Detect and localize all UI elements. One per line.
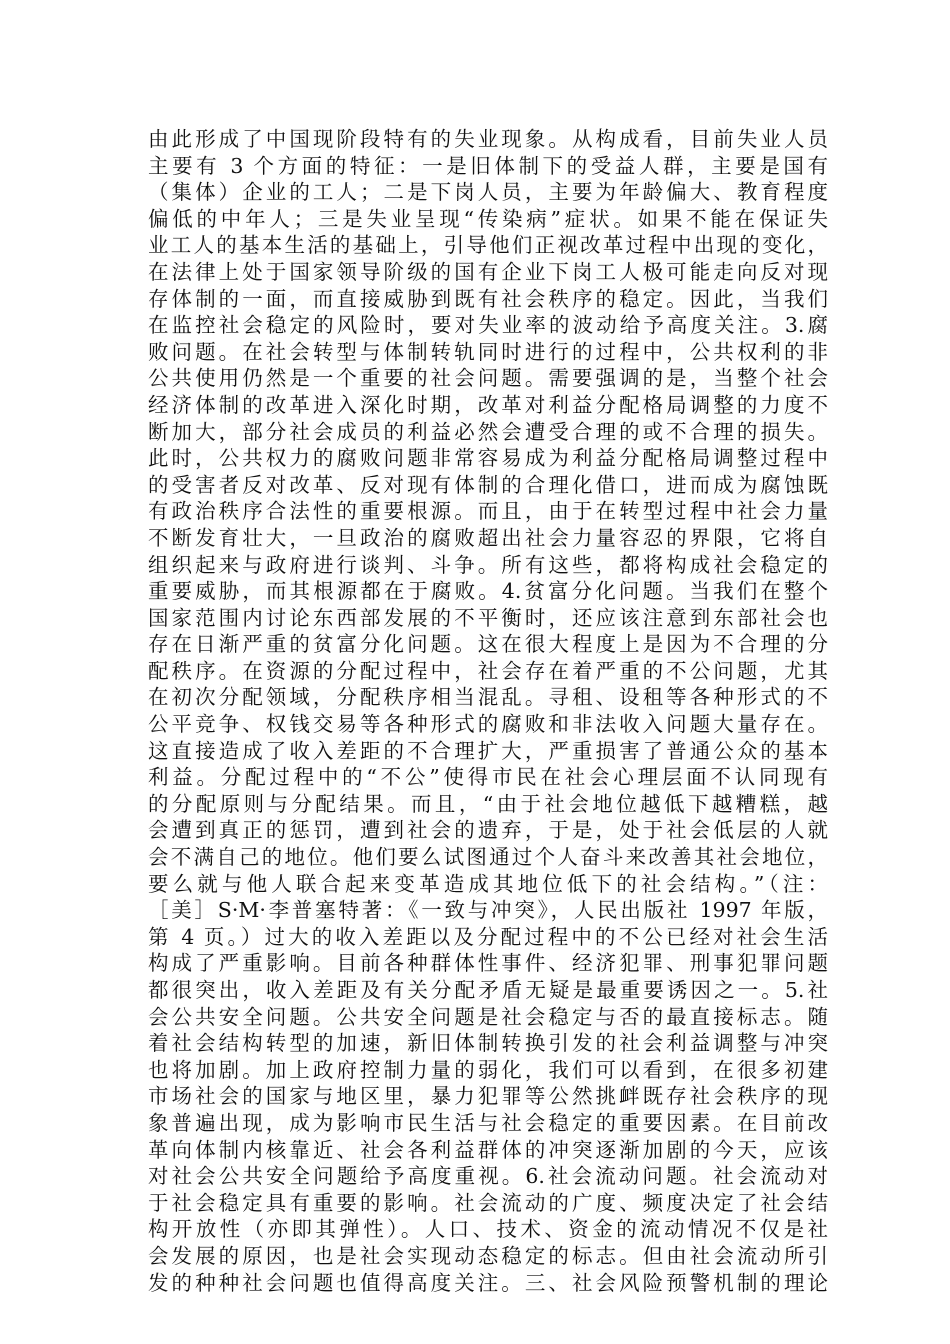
text-line: ［美］S·M·李普塞特著：《一致与冲突》，人民出版社 1997 年版， (148, 898, 828, 923)
text-line: 败问题。在社会转型与体制转轨同时进行的过程中，公共权利的非 (148, 339, 828, 364)
text-line: 构开放性（亦即其弹性）。人口、技术、资金的流动情况不仅是社 (148, 1217, 828, 1242)
text-line: 公平竞争、权钱交易等各种形式的腐败和非法收入问题大量存在。 (148, 712, 828, 737)
text-line: 这直接造成了收入差距的不合理扩大，严重损害了普通公众的基本 (148, 738, 828, 763)
text-line: 在初次分配领域，分配秩序相当混乱。寻租、设租等各种形式的不 (148, 685, 828, 710)
text-line: 会发展的原因，也是社会实现动态稳定的标志。但由社会流动所引 (148, 1243, 828, 1268)
text-line: 会公共安全问题。公共安全问题是社会稳定与否的最直接标志。随 (148, 1004, 828, 1029)
text-line: 会不满自己的地位。他们要么试图通过个人奋斗来改善其社会地位， (148, 845, 828, 870)
text-line: 的分配原则与分配结果。而且，“由于社会地位越低下越糟糕，越 (148, 791, 828, 816)
text-line: 也将加剧。加上政府控制力量的弱化，我们可以看到，在很多初建 (148, 1057, 828, 1082)
text-line: 第 4 页。）过大的收入差距以及分配过程中的不公已经对社会生活 (148, 924, 828, 949)
text-line: 发的种种社会问题也值得高度关注。三、社会风险预警机制的理论 (148, 1270, 828, 1295)
text-line: 有政治秩序合法性的重要根源。而且，由于在转型过程中社会力量 (148, 499, 828, 524)
text-line: 存体制的一面，而直接威胁到既有社会秩序的稳定。因此，当我们 (148, 286, 828, 311)
text-line: 象普遍出现，成为影响市民生活与社会稳定的重要因素。在目前改 (148, 1110, 828, 1135)
text-line: 在法律上处于国家领导阶级的国有企业下岗工人极可能走向反对现 (148, 259, 828, 284)
text-line: 要么就与他人联合起来变革造成其地位低下的社会结构。”（注： (148, 871, 828, 896)
text-line: 此时，公共权力的腐败问题非常容易成为利益分配格局调整过程中 (148, 446, 828, 471)
text-line: 市场社会的国家与地区里，暴力犯罪等公然挑衅既存社会秩序的现 (148, 1084, 828, 1109)
text-line: 革向体制内核靠近、社会各利益群体的冲突逐渐加剧的今天，应该 (148, 1137, 828, 1162)
text-line: 国家范围内讨论东西部发展的不平衡时，还应该注意到东部社会也 (148, 605, 828, 630)
text-line: （集体）企业的工人；二是下岗人员，主要为年龄偏大、教育程度 (148, 180, 828, 205)
text-line: 于社会稳定具有重要的影响。社会流动的广度、频度决定了社会结 (148, 1190, 828, 1215)
text-line: 配秩序。在资源的分配过程中，社会存在着严重的不公问题，尤其 (148, 658, 828, 683)
text-line: 业工人的基本生活的基础上，引导他们正视改革过程中出现的变化， (148, 233, 828, 258)
text-line: 的受害者反对改革、反对现有体制的合理化借口，进而成为腐蚀既 (148, 472, 828, 497)
text-line: 不断发育壮大，一旦政治的腐败超出社会力量容忍的界限，它将自 (148, 525, 828, 550)
text-line: 主要有 3 个方面的特征：一是旧体制下的受益人群，主要是国有 (148, 153, 828, 178)
text-line: 对社会公共安全问题给予高度重视。6.社会流动问题。社会流动对 (148, 1164, 828, 1189)
text-line: 在监控社会稳定的风险时，要对失业率的波动给予高度关注。3.腐 (148, 313, 828, 338)
text-line: 利益。分配过程中的“不公”使得市民在社会心理层面不认同现有 (148, 765, 828, 790)
text-line: 断加大，部分社会成员的利益必然会遭受合理的或不合理的损失。 (148, 419, 828, 444)
body-text (148, 126, 828, 1296)
text-line: 构成了严重影响。目前各种群体性事件、经济犯罪、刑事犯罪问题 (148, 951, 828, 976)
text-line: 重要威胁，而其根源都在于腐败。4.贫富分化问题。当我们在整个 (148, 579, 828, 604)
text-line: 会遭到真正的惩罚，遭到社会的遗弃，于是，处于社会低层的人就 (148, 818, 828, 843)
text-line: 组织起来与政府进行谈判、斗争。所有这些，都将构成社会稳定的 (148, 552, 828, 577)
text-line: 公共使用仍然是一个重要的社会问题。需要强调的是，当整个社会 (148, 366, 828, 391)
text-line: 经济体制的改革进入深化时期，改革对利益分配格局调整的力度不 (148, 392, 828, 417)
text-line: 偏低的中年人；三是失业呈现“传染病”症状。如果不能在保证失 (148, 206, 828, 231)
text-line: 着社会结构转型的加速，新旧体制转换引发的社会利益调整与冲突 (148, 1031, 828, 1056)
text-line: 存在日渐严重的贫富分化问题。这在很大程度上是因为不合理的分 (148, 632, 828, 657)
text-line: 由此形成了中国现阶段特有的失业现象。从构成看，目前失业人员 (148, 127, 828, 151)
text-line: 都很突出，收入差距及有关分配矛盾无疑是最重要诱因之一。5.社 (148, 978, 828, 1002)
